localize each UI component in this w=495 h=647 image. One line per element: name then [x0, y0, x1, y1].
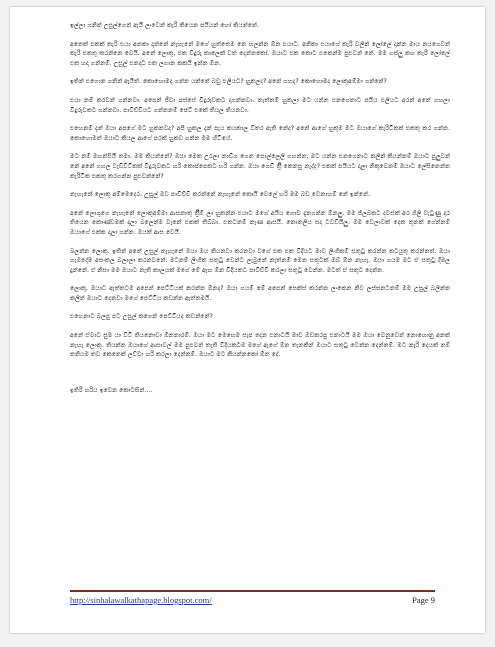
paragraph-12: අනේ ඒවාට සුම යා වීටි තියනොවා ඕනනාරම්. ඔයා මට මෙහෙම සැප දෙන එනාටයි මාව ඔඩකරපු එනාටයි මම ඔයා වෙනුවෙන් නොහොනු අනක් නැහැ ලොකු. තියන්න ඔයාගේ ආසාවල් මම පුළුවන් තැති විදියකටම මගේ ඇගේ ඕන තැනකින් ඔයාට සතුටු වෙන්න දෙන්නම්. මට නැරි දෙයක් නම් තනියම තව කෙනෙක් ලව්වා හරි කරලා දෙන්නම්. ඔයාට මට කියන්නකෝ ඕන දේ. [70, 332, 450, 359]
paragraph-9: බලන්න ලොකු. ඉතින් අනේ උසුල් නැහැනේ ඔයා ඔය කියනවා කරනවා වගේ එක එක විදියට මාව ලිංගිකම් සතුටු කරන්න කටයුතු කරන්නත්. ඔයා හැමදේම අසංකල බලාලා කරනවනේ. මටනම් ලිංගික සතුටු වෙන්ට ලැබුනේ නැත්නම් මෙන සතුටක් ඔබ් ඕන නැහැ. ඔයා ගයම මට ඒ සතුටු දීමල දුන්නේ. ඒ නිසා මම ඔයාට නැති කාලයක් මගේ මේ ඇඟ ඕන විදියකට පාවිච්චි කරලා සතුටු වෙන්න. මටත් ඒ සතුට දෙන්න. [70, 247, 450, 274]
paragraph-2: අනෙක් එකක් කැරි එයා අනකා දාන්නේ නැහැනේ මගේ හුත්තෙම නෙ හලන්න ඕන එයාට. අනිකා එයාගේ කැරි වලින් ලෝලේ දාන්න මාය නයගෙවන් කැරි එකතු කරන්නෙ වෙයි. අනේ ලොකු, එක විදුරු කාලෙක් වත් දෙන්නකෝ. ඔයාට එක කොට එකෙන්ම පුළුවන් නේ. මම ගස්ලු කහ කැරි ලෝලේ එක හදා ගන්නම්. උසුල් එනදාට එක ලගාන කකයි ඉන්න ඕන. [70, 40, 450, 67]
page-footer [70, 590, 435, 605]
paragraph-6: මට නම් මහන්සියි තමා. මම කියන්නේ? ඔයා මෙක උරලා නාඩිග ගෙන පොල්ලෙලි ගහන්න, මට යන්න එනගෙනාට කලින් කියන්නම් ඔයාට පුලුවන් නේ අනේ ගහල වැඩිවිටිකක් විදුරුවකට හරි කොප්පෙකට හරි ගන්න. ඔයා ගෙඩි ත්‍රිී කෙනසු නැද්ද? එකක් පයියට දාලා නිකුවෙනම් ඔයාට ලේසිනෙන්න කැරිටික එකතු කරගන්න පුළුවන්නේ? [70, 153, 450, 180]
continuation-note: ඉතිරි හරිය ඉවෙන කොටසින්.... [70, 386, 153, 394]
blog-link[interactable]: http://sinhalawalkathapage.blogspot.com/ [70, 595, 212, 605]
paragraph-11: එහෙනාට බලපු පට උසුල් කගෙන් පෙට්ටියද කඩන්නේ? [70, 313, 213, 321]
paragraph-5: එහෙනම් දැන් ඔයා අපගේ මට හුකනවද? අපි හුකල දැන් පැය කයකාල වීතර ඇති නේද? අනේ ආගේ හුකුම මට ඔයාගේ කැරිටිකක් එකතු කර ගන්න. කොහොමත් ඔයාට කියල ආගේ පරක් හුකව ගන්න මම හිටියේ. [70, 125, 450, 142]
document-page [10, 7, 485, 633]
paragraph-3: ඉතින් එගොන ගනින් ඇයිත්. කොහොමද ගන්න යන්නේ බඩු එලියට? හුකලද? අනේ ගහද? කොහොමද ලොකුඅම්මා ගන්නේ? [70, 78, 387, 86]
paragraph-7: නැහැනේ ලොකු අම්මෙදෙර. උසුල් ඔව පාවිච්චි කරන්නේ නැහැනේ කොයි වෙලේ හරි මම බඩ වෙනාහම් නේ ඉන්නේ. [70, 191, 370, 199]
page-number: Page 9 [412, 595, 435, 605]
paragraph-1: ඉල්ලා ගනින් උසුල්ගෙන් ඇයි ලංවෙන් කැරි කියෙන පයියන් හෝ කියන්නේ. [70, 22, 260, 29]
paragraph-8: අනේ ලොගුගෙ නැහැනේ ලොකුඅම්මා ආසනාතු ත්‍රිීම් ලා හුකන්න එයාට මගේ අයිය ගොඩ දැනගන්න ඕනලු. මම ජිලබකට දවසක් අර ගිලි වැටුණු දාර තියෙන කොණ්ඩමක් දාලා බලෙන්ම වැනේ එකක් තිබ්බා. එකටනම් නැණ ආසයි. නොනලිය සද ටවඩියිලු. මම වෙලාවක් දෙක තුනක් ගේන්නම් ඔයාගේ එක්ක දාලා ගන්න. ඔයත් ආස වෙයි. [70, 209, 450, 236]
paragraph-10: ලොකු, ඔයාට ඇත්තටම අපෙන් පෙට්ටියක් කරන්න ඕනද? ඔයා ගයම් මේ අපෙන් සෙක්ස් කරන්න ලංකෙන නිව ලස්සනටනම් මම උසුල් බලින්න කලින් ඔයාට දෙනවා මගේ පෙට්ටිය කඩන්න ඇත්තමයි. [70, 285, 450, 302]
page-content [70, 21, 450, 395]
paragraph-4: එයා නම් කරවන් ගන්නවා. අපෙන් ජීවා පස්සේ විදුරුවකට දාගන්නවා. නැත්නම් හුකලා මට යන්න එනගෙනාට පයිය එලියට අරන් අනේ ගහලා විදුරුවකට ගන්නවා. පාවිච්චියට ගන්නනම් ජෙට් එකේ තියල තියනවා. [70, 96, 450, 114]
